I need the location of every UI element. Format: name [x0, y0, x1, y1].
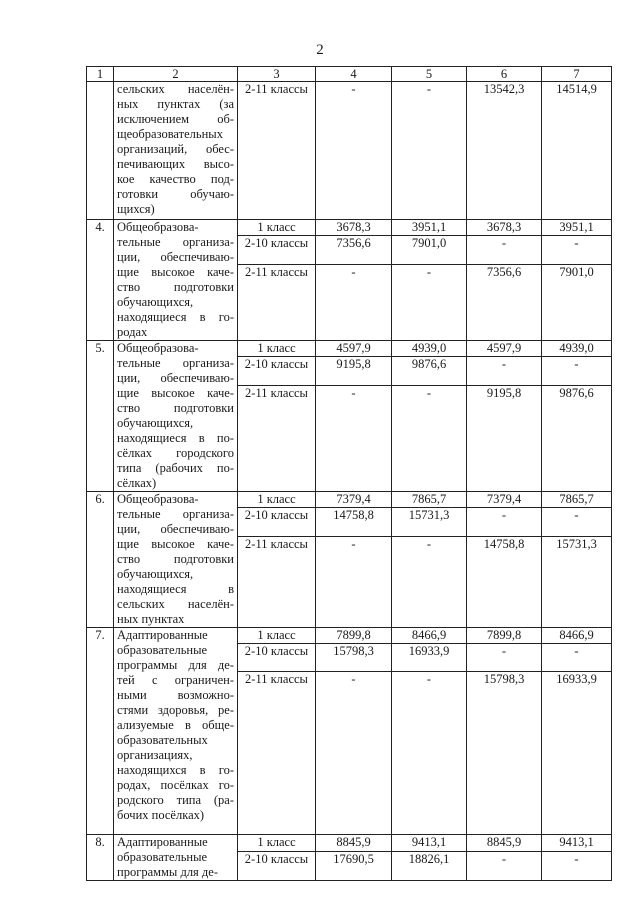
class-range: 2-10 классы [238, 236, 316, 264]
value-c6: 4597,9 [467, 341, 542, 357]
value-c5: - [392, 385, 467, 491]
description-line: образовательных [117, 733, 208, 747]
value-c7: 8466,9 [542, 628, 612, 644]
description-line: сёлках) [117, 476, 157, 490]
description-line: ции, обеспечиваю- [117, 371, 234, 385]
class-range: 1 класс [238, 628, 316, 644]
description-line: исключением об- [117, 112, 234, 126]
description-line: ство подготовки [117, 280, 234, 294]
row-number: 5. [87, 341, 114, 492]
value-c6: - [467, 508, 542, 537]
description-line: Общеобразова- [117, 220, 199, 234]
value-c7: 3951,1 [542, 220, 612, 236]
description-line: тей с ограничен- [117, 673, 234, 687]
table-row [87, 492, 612, 508]
class-range: 1 класс [238, 341, 316, 357]
class-range: 2-11 классы [238, 264, 316, 340]
value-c7: 4939,0 [542, 341, 612, 357]
value-c7: - [542, 851, 612, 880]
class-range: 2-10 классы [238, 851, 316, 880]
value-c6: - [467, 236, 542, 264]
description-line: сёлках городского [117, 446, 234, 460]
description-line: ализуемые в обще- [117, 718, 234, 732]
header-cell: 6 [467, 67, 542, 82]
description-line: родского типа (ра- [117, 793, 234, 807]
value-c5: 18826,1 [392, 851, 467, 880]
class-range: 2-10 классы [238, 644, 316, 672]
value-c6: 8845,9 [467, 835, 542, 852]
description-line: Общеобразова- [117, 492, 199, 506]
value-c6: 13542,3 [467, 82, 542, 220]
description-line: ных пунктах [117, 612, 185, 626]
value-c4: 7356,6 [316, 236, 392, 264]
value-c4: 9195,8 [316, 357, 392, 386]
value-c6: 7899,8 [467, 628, 542, 644]
description-line: щихся) [117, 202, 155, 216]
value-c5: 4939,0 [392, 341, 467, 357]
value-c7: 7865,7 [542, 492, 612, 508]
value-c4: 17690,5 [316, 851, 392, 880]
description-line: программы для де- [117, 658, 234, 672]
header-cell: 4 [316, 67, 392, 82]
value-c4: - [316, 385, 392, 491]
value-c5: 16933,9 [392, 644, 467, 672]
tariff-table [86, 66, 612, 881]
header-cell: 2 [114, 67, 238, 82]
value-c4: 8845,9 [316, 835, 392, 852]
description-line: ции, обеспечиваю- [117, 250, 234, 264]
description-line: находящиеся в [117, 582, 234, 596]
class-range: 2-10 классы [238, 357, 316, 386]
value-c6: 14758,8 [467, 536, 542, 627]
value-c5: 3951,1 [392, 220, 467, 236]
value-c6: 7379,4 [467, 492, 542, 508]
description-line: щие высокое каче- [117, 386, 234, 400]
row-number: 6. [87, 492, 114, 628]
row-description [114, 492, 238, 628]
value-c6: 15798,3 [467, 672, 542, 835]
description-line: родах, посёлках го- [117, 778, 234, 792]
value-c5: - [392, 536, 467, 627]
row-number [87, 82, 114, 220]
description-line: щие высокое каче- [117, 537, 234, 551]
value-c4: - [316, 82, 392, 220]
value-c6: - [467, 851, 542, 880]
class-range: 2-11 классы [238, 385, 316, 491]
value-c7: - [542, 236, 612, 264]
class-range: 1 класс [238, 492, 316, 508]
value-c7: - [542, 644, 612, 672]
value-c4: 14758,8 [316, 508, 392, 537]
description-line: стями здоровья, ре- [117, 703, 234, 717]
table-row [87, 628, 612, 644]
row-description [114, 628, 238, 835]
row-number: 4. [87, 220, 114, 341]
value-c4: - [316, 536, 392, 627]
value-c4: 7379,4 [316, 492, 392, 508]
value-c7: 14514,9 [542, 82, 612, 220]
description-line: сельских населён- [117, 597, 234, 611]
value-c4: 3678,3 [316, 220, 392, 236]
description-line: типа (рабочих по- [117, 461, 234, 475]
description-line: щеобразовательных [117, 127, 223, 141]
value-c7: 9413,1 [542, 835, 612, 852]
description-line: организаций, обес- [117, 142, 234, 156]
value-c7: - [542, 357, 612, 386]
description-line: тельные организа- [117, 507, 234, 521]
row-number: 8. [87, 835, 114, 881]
class-range: 2-11 классы [238, 82, 316, 220]
description-line: организациях, [117, 748, 193, 762]
class-range: 1 класс [238, 835, 316, 852]
table-row [87, 835, 612, 852]
description-line: кое качество под- [117, 172, 234, 186]
value-c4: 4597,9 [316, 341, 392, 357]
value-c7: - [542, 508, 612, 537]
class-range: 2-11 классы [238, 672, 316, 835]
description-line: находящиеся в по- [117, 431, 234, 445]
value-c5: 7901,0 [392, 236, 467, 264]
table-row [87, 341, 612, 357]
value-c6: 7356,6 [467, 264, 542, 340]
table-row [87, 220, 612, 236]
header-cell: 7 [542, 67, 612, 82]
description-line: ных пунктах (за [117, 97, 234, 111]
value-c5: - [392, 672, 467, 835]
description-line: ство подготовки [117, 552, 234, 566]
value-c7: 7901,0 [542, 264, 612, 340]
description-line: обучающихся, [117, 295, 194, 309]
description-line: Адаптированные [117, 835, 208, 849]
description-line: готовки обучаю- [117, 187, 234, 201]
value-c6: 3678,3 [467, 220, 542, 236]
description-line: родах [117, 325, 148, 339]
value-c4: - [316, 672, 392, 835]
header-cell: 5 [392, 67, 467, 82]
header-cell: 3 [238, 67, 316, 82]
value-c5: 9413,1 [392, 835, 467, 852]
class-range: 1 класс [238, 220, 316, 236]
row-number: 7. [87, 628, 114, 835]
value-c5: - [392, 82, 467, 220]
description-line: обучающихся, [117, 567, 194, 581]
page-number: 2 [316, 42, 324, 58]
description-line: Общеобразова- [117, 341, 199, 355]
value-c5: - [392, 264, 467, 340]
description-line: тельные организа- [117, 235, 234, 249]
value-c6: - [467, 644, 542, 672]
class-range: 2-11 классы [238, 536, 316, 627]
description-line: находящихся в го- [117, 763, 234, 777]
value-c5: 15731,3 [392, 508, 467, 537]
description-line: ными возможно- [117, 688, 234, 702]
value-c5: 8466,9 [392, 628, 467, 644]
description-line: Адаптированные [117, 628, 208, 642]
description-line: тельные организа- [117, 356, 234, 370]
description-line: образовательные [117, 850, 208, 864]
description-line: находящиеся в го- [117, 310, 234, 324]
value-c5: 7865,7 [392, 492, 467, 508]
class-range: 2-10 классы [238, 508, 316, 537]
value-c4: 15798,3 [316, 644, 392, 672]
value-c4: 7899,8 [316, 628, 392, 644]
row-description [114, 835, 238, 881]
value-c7: 9876,6 [542, 385, 612, 491]
row-description [114, 341, 238, 492]
description-line: ство подготовки [117, 401, 234, 415]
value-c7: 16933,9 [542, 672, 612, 835]
description-line: бочих посёлках) [117, 808, 205, 822]
value-c5: 9876,6 [392, 357, 467, 386]
description-line: печивающих высо- [117, 157, 234, 171]
description-line: сельских населён- [117, 82, 234, 96]
value-c6: 9195,8 [467, 385, 542, 491]
description-line: ции, обеспечиваю- [117, 522, 234, 536]
description-line: щие высокое каче- [117, 265, 234, 279]
description-line: образовательные [117, 643, 208, 657]
row-description [114, 82, 238, 220]
description-line: программы для де- [117, 865, 219, 879]
value-c4: - [316, 264, 392, 340]
table-header-row [87, 67, 612, 82]
header-cell: 1 [87, 67, 114, 82]
row-description [114, 220, 238, 341]
table-row [87, 82, 612, 220]
description-line: обучающихся, [117, 416, 194, 430]
value-c6: - [467, 357, 542, 386]
value-c7: 15731,3 [542, 536, 612, 627]
